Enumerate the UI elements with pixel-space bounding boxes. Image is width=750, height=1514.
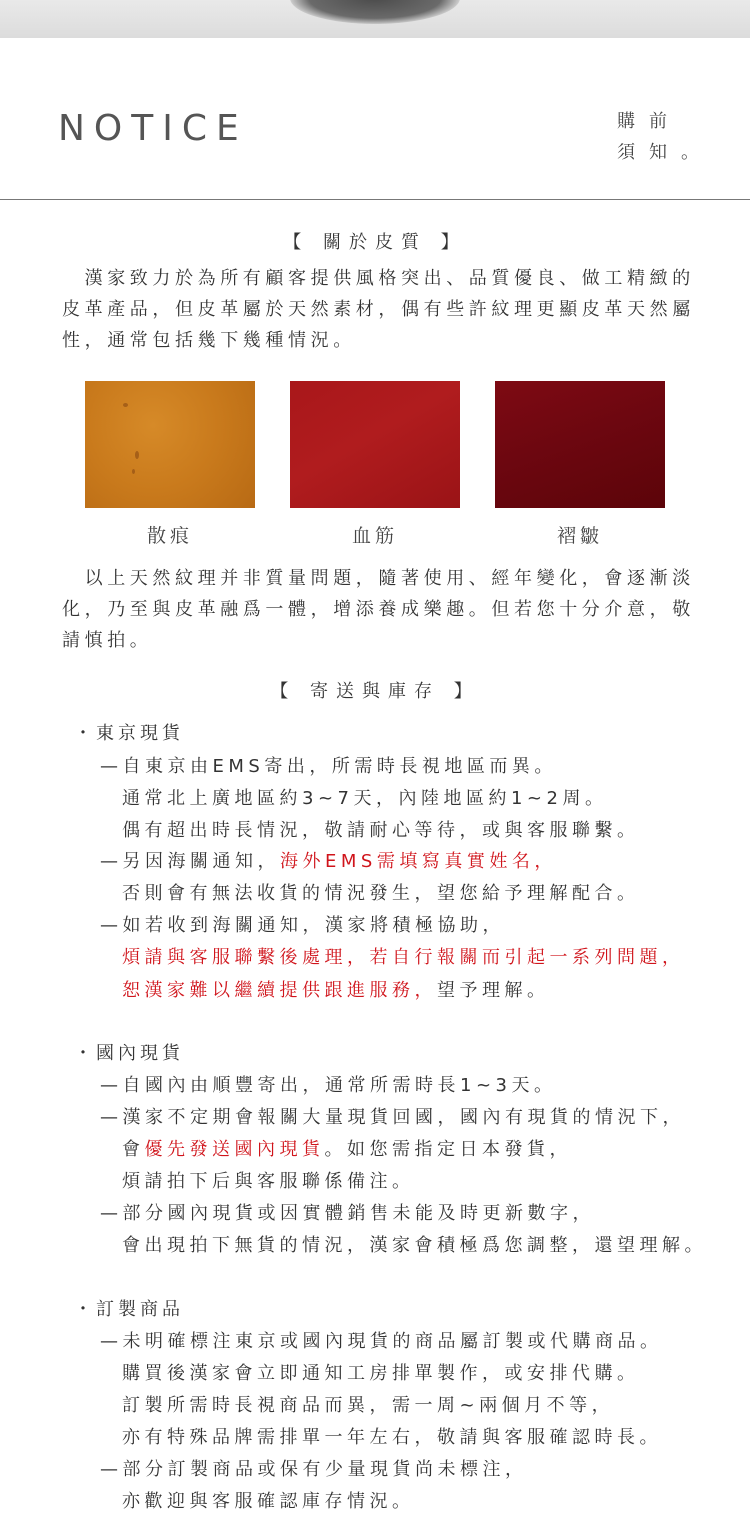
- tokyo-line-5: 否則會有無法收貨的情況發生，望您給予理解配合。: [122, 883, 640, 904]
- custom-line-3: 訂製所需時長視商品而異，需一周~兩個月不等，: [122, 1395, 615, 1416]
- leather-intro: 漢家致力於為所有顧客提供風格突出、品質優良、做工精緻的皮革產品，但皮革屬於天然素材，偶有些許紋理更顯皮革天然屬性，通常包括幾下幾種情況。: [62, 268, 695, 351]
- tokyo-line-2: 通常北上廣地區約3~7天，內陸地區約1~2周。: [122, 788, 608, 809]
- custom-order-title: ・訂製商品: [74, 1299, 184, 1320]
- domestic-line-3: [122, 1138, 572, 1162]
- custom-line-4: 亦有特殊品牌需排單一年左右，敬請與客服確認時長。: [122, 1427, 662, 1448]
- swatch-label-scar: 散痕: [146, 525, 193, 547]
- domestic-line-2: —漢家不定期會報關大量現貨回國，國內有現貨的情況下，: [100, 1107, 685, 1128]
- leather-outro: 以上天然紋理并非質量問題，隨著使用、經年變化，會逐漸淡化，乃至與皮革融爲一體，增添養成樂趣。但若您十分介意，敬請慎拍。: [62, 568, 695, 651]
- tokyo-line-4: [100, 850, 557, 874]
- notice-subtitle: [617, 106, 713, 168]
- notice-subtitle-line2: 須知。: [617, 142, 713, 163]
- domestic-line-4: 煩請拍下后與客服聯係備注。: [122, 1171, 415, 1192]
- custom-line-2: 購買後漢家會立即通知工房排單製作，或安排代購。: [122, 1363, 640, 1384]
- notice-title: NOTICE: [58, 108, 248, 149]
- tokyo-line-6: —如若收到海關通知，漢家將積極協助，: [100, 915, 505, 936]
- swatch-scar-image: [85, 381, 255, 508]
- tokyo-line-8-text: 望予理解。: [437, 980, 550, 1001]
- swatch-wrinkle-image: [495, 381, 665, 508]
- swatch-vein-image: [290, 381, 460, 508]
- tokyo-line-3: 偶有超出時長情況，敬請耐心等待，或與客服聯繫。: [122, 820, 640, 841]
- custom-line-1: —未明確標注東京或國內現貨的商品屬訂製或代購商品。: [100, 1331, 663, 1352]
- swatch-label-vein: 血筋: [351, 525, 398, 547]
- header-divider: [0, 199, 750, 200]
- domestic-line-3-c: 。如您需指定日本發貨，: [324, 1139, 572, 1160]
- domestic-line-3-a: 會: [122, 1139, 145, 1160]
- domestic-line-5: —部分國內現貨或因實體銷售未能及時更新數字，: [100, 1203, 595, 1224]
- tokyo-line-4-text: —另因海關通知，: [100, 851, 280, 872]
- tokyo-line-1: —自東京由EMS寄出，所需時長視地區而異。: [100, 756, 557, 777]
- header-photo-strip: [0, 0, 750, 38]
- tokyo-line-7: 煩請與客服聯繫後處理，若自行報關而引起一系列問題，: [122, 947, 685, 968]
- tokyo-line-8: [122, 979, 550, 1003]
- notice-subtitle-line1: 購前: [617, 111, 681, 132]
- custom-line-6: 亦歡迎與客服確認庫存情況。: [122, 1491, 415, 1512]
- tokyo-line-8-highlight: 恕漢家難以繼續提供跟進服務，: [122, 980, 437, 1001]
- shipping-heading: 【 寄送與庫存 】: [270, 681, 480, 702]
- domestic-line-6: 會出現拍下無貨的情況，漢家會積極爲您調整，還望理解。: [122, 1235, 707, 1256]
- tokyo-stock-title: ・東京現貨: [74, 723, 184, 744]
- leather-heading: 【 關於皮質 】: [283, 232, 467, 253]
- product-photo-shadow: [290, 0, 460, 24]
- swatch-label-wrinkle: 褶皺: [556, 525, 603, 547]
- domestic-line-1: —自國內由順豐寄出，通常所需時長1~3天。: [100, 1075, 557, 1096]
- tokyo-line-4-highlight: 海外EMS需填寫真實姓名，: [280, 851, 557, 872]
- domestic-line-3-highlight: 優先發送國內現貨: [144, 1139, 325, 1160]
- domestic-stock-title: ・國內現貨: [74, 1043, 184, 1064]
- custom-line-5: —部分訂製商品或保有少量現貨尚未標注，: [100, 1459, 528, 1480]
